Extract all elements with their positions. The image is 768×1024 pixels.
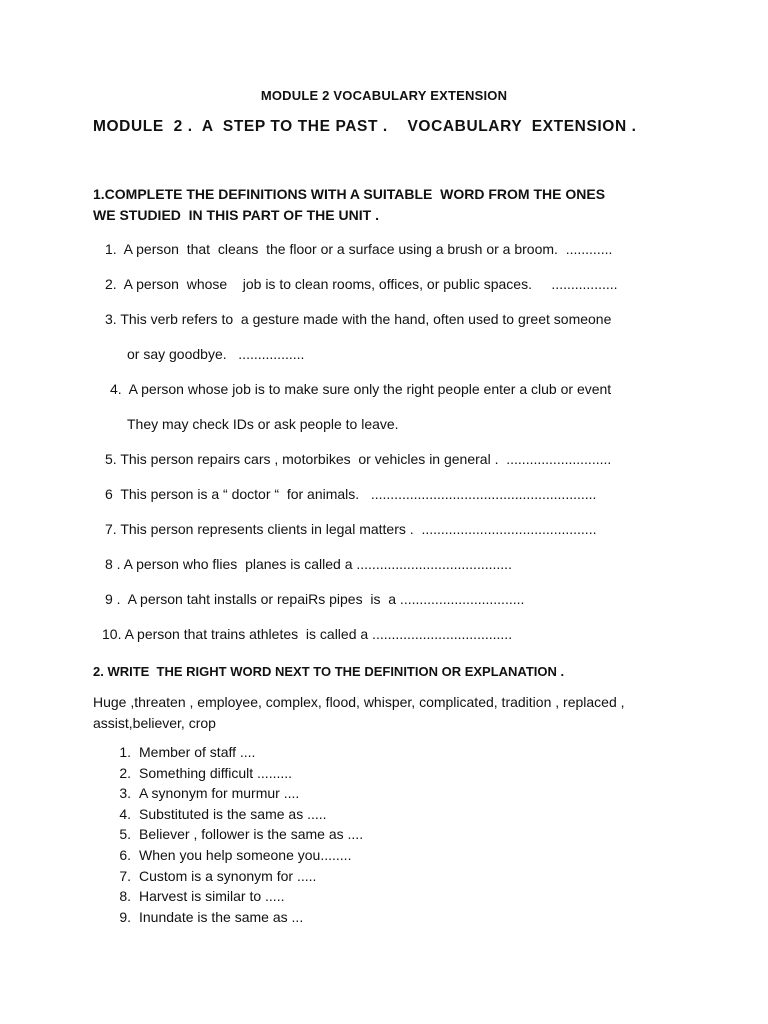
list-item-number: 1. [119,744,131,760]
list-item-number: 3. [119,785,131,802]
definition-line-continued: They may check IDs or ask people to leave. [127,416,399,432]
section-2-title: 2. WRITE THE RIGHT WORD NEXT TO THE DEFINITION OR EXPLANATION . [93,664,565,679]
list-item-text: Inundate is the same as ... [139,908,304,925]
definition-line: 5. This person repairs cars , motorbikes or vehicles in general . ........................... [105,451,612,467]
definition-line: 1. A person that cleans the floor or a surface using a brush or a broom. ............ [105,241,613,257]
definition-line: 2. A person whose job is to clean rooms, offices, or public spaces. ................. [105,276,618,292]
list-item-text: Substituted is the same as ..... [139,805,327,822]
definition-line: 10. A person that trains athletes is called a .................................... [102,626,513,642]
list-item-text: A synonym for murmur .... [139,785,300,802]
definition-line: 3. This verb refers to a gesture made with the hand, often used to greet someone [105,311,612,327]
section-1-title-line-1: 1.COMPLETE THE DEFINITIONS WITH A SUITABLE WORD FROM THE ONES [93,186,606,202]
list-item-text: Custom is a synonym for ..... [139,867,317,884]
list-item-number: 9. [119,908,131,925]
list-item-number: 7. [119,867,131,884]
word-bank: Huge ,threaten , employee, complex, flood, whisper, complicated, tradition , replaced , assist,believer, crop [93,694,625,731]
definition-line: 4. A person whose job is to make sure only the right people enter a club or event [110,381,612,397]
definition-line: 6 This person is a “ doctor “ for animals. .......................................................... [105,486,597,502]
list-item-text: Member of staff .... [139,744,256,760]
section-1-title-line-2: WE STUDIED IN THIS PART OF THE UNIT . [93,207,379,223]
list-item-number: 8. [119,888,131,905]
list-item-text: When you help someone you........ [139,846,352,863]
definition-line-continued: or say goodbye. ................. [127,346,305,362]
list-item-number: 5. [119,826,131,843]
list-item-number: 4. [119,805,131,822]
list-item-number: 2. [119,764,131,781]
list-item-number: 6. [119,846,131,863]
document-heading: MODULE 2 VOCABULARY EXTENSION [260,88,508,103]
list-item-text: Something difficult ......... [139,764,293,781]
list-item-text: Harvest is similar to ..... [139,888,285,905]
module-title: MODULE 2 . A STEP TO THE PAST . VOCABULARY EXTENSION . [93,118,637,135]
definition-line: 9 . A person taht installs or repaiRs pipes is a ................................ [105,591,525,607]
list-item-text: Believer , follower is the same as .... [139,826,364,843]
definition-line: 8 . A person who flies planes is called a ........................................ [105,556,512,572]
definition-line: 7. This person represents clients in legal matters . ............................................. [105,521,597,537]
